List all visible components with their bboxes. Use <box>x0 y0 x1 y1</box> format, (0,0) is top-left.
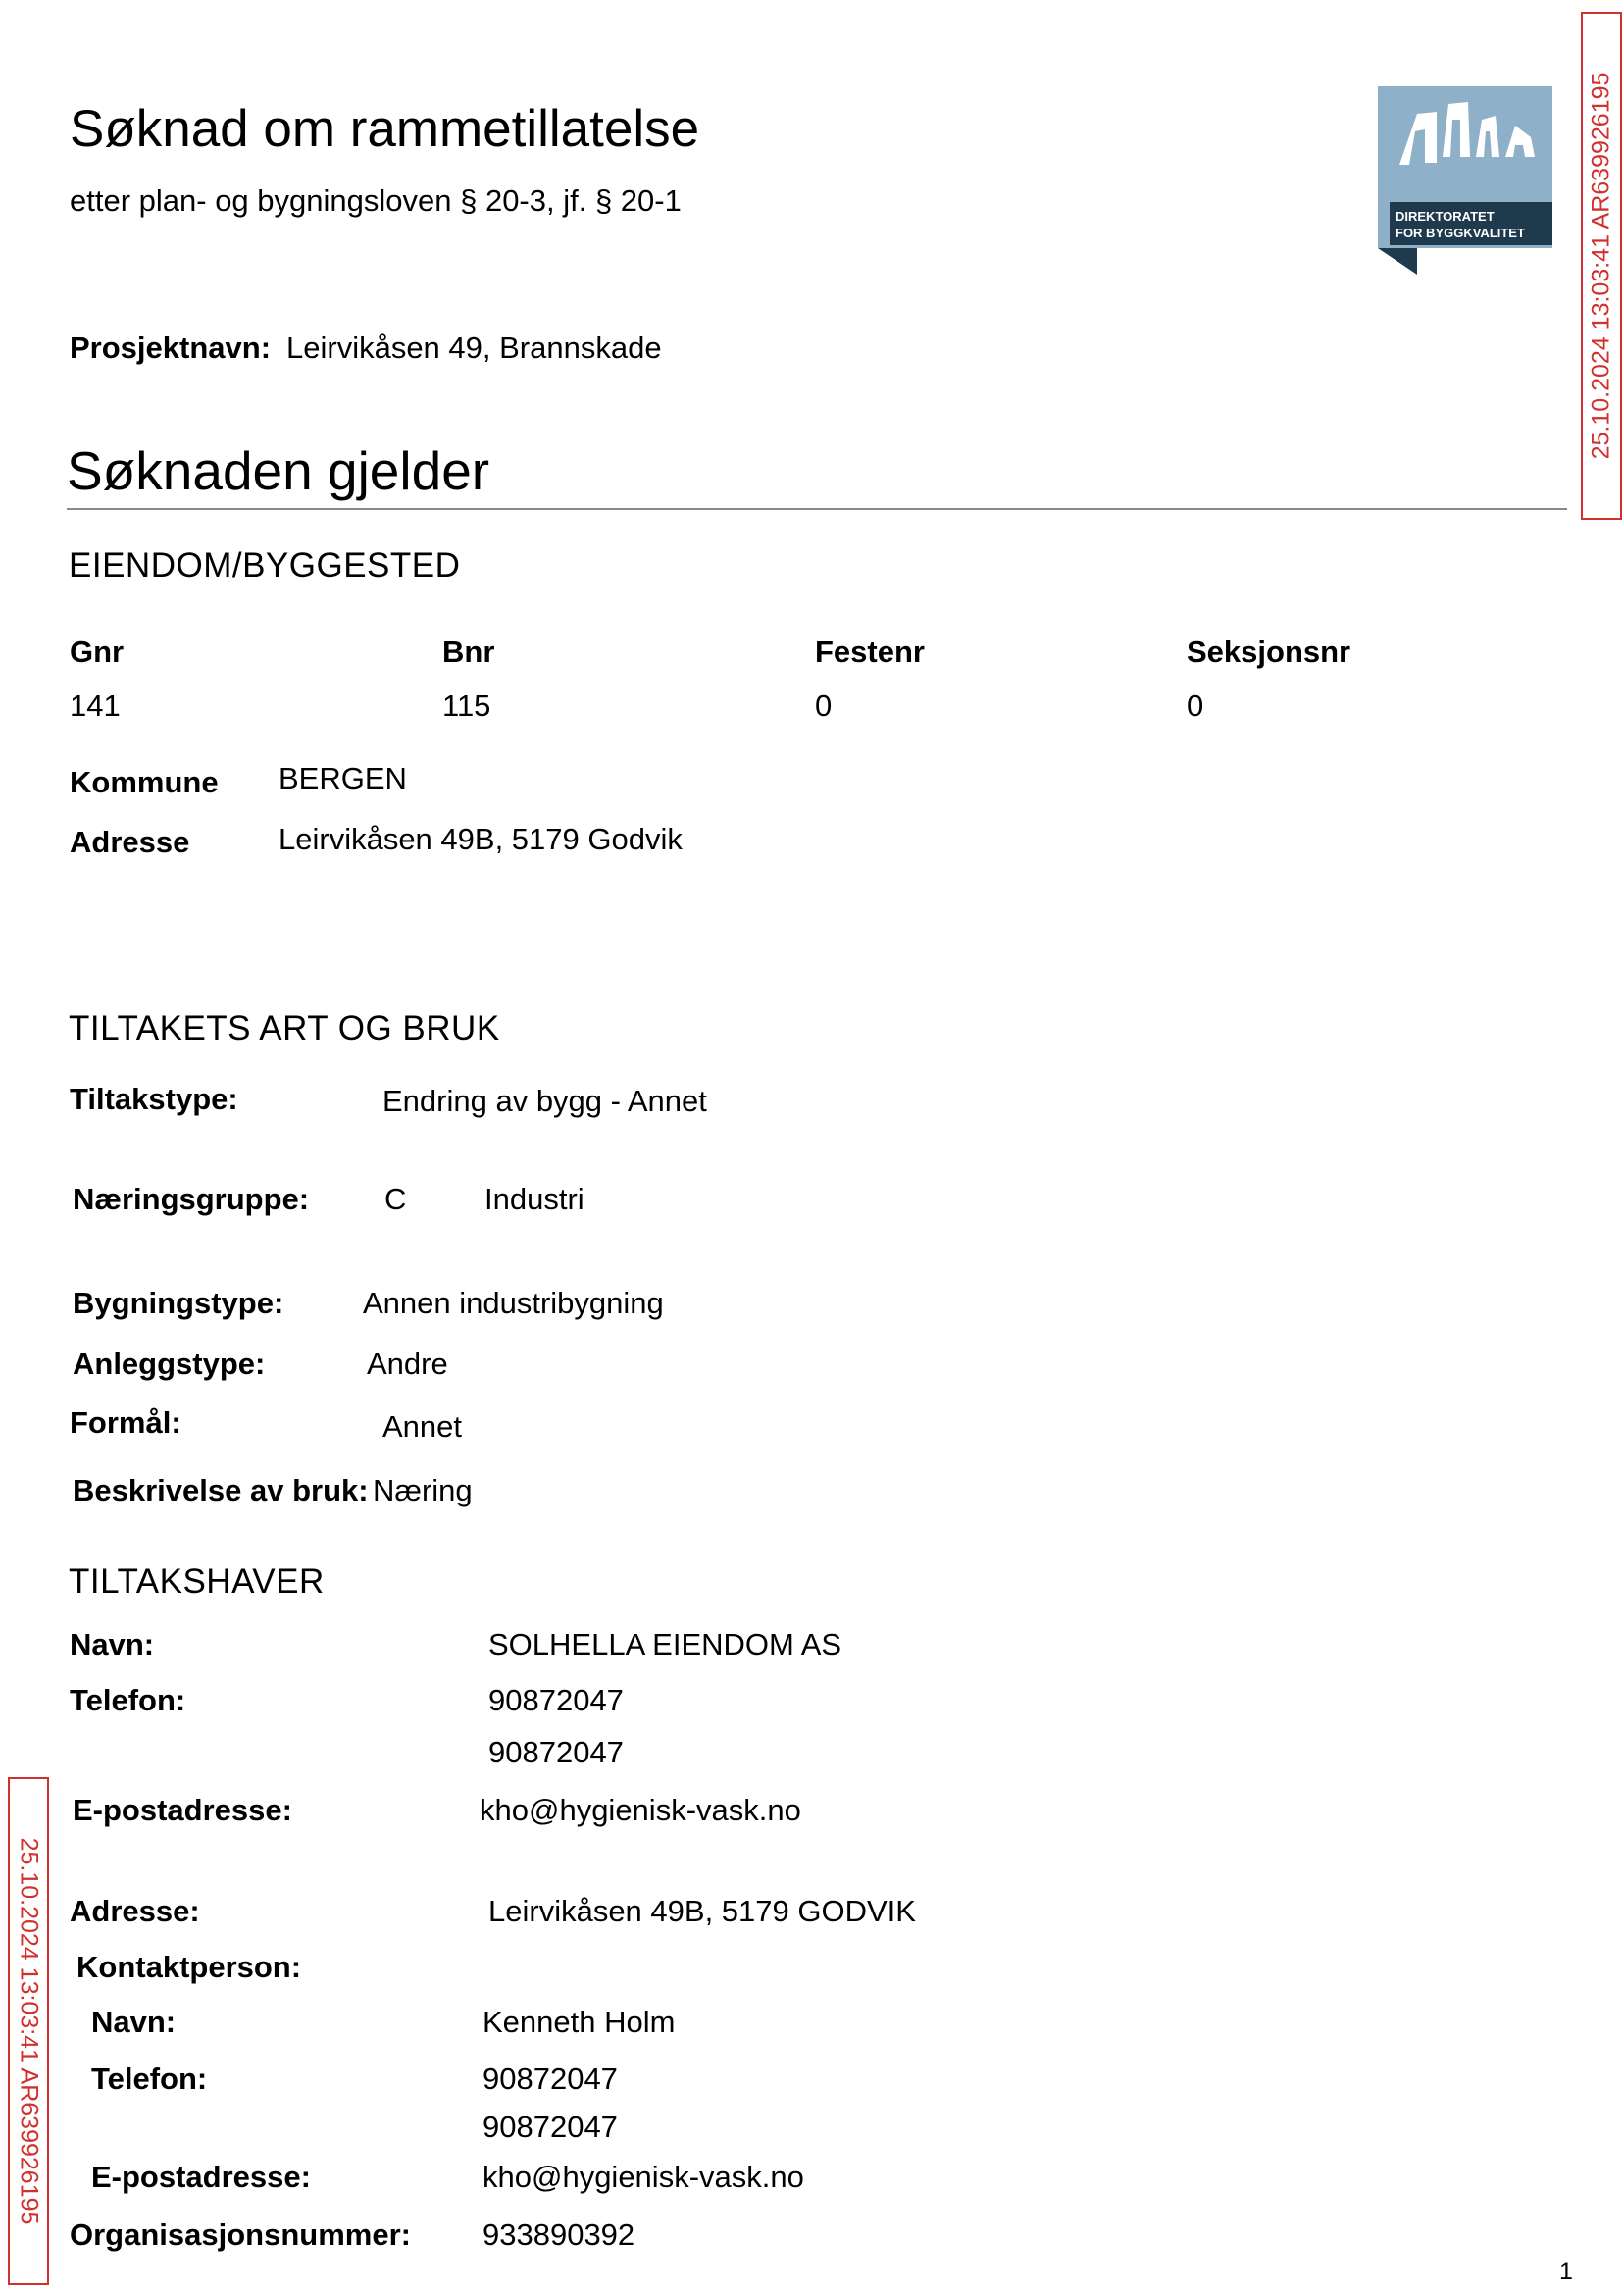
kontaktperson-navn-label: Navn: <box>91 2005 177 2039</box>
kontaktperson-navn-value: Kenneth Holm <box>482 2005 676 2039</box>
naeringsgruppe-value: Industri <box>484 1182 584 1216</box>
kommune-value: BERGEN <box>279 761 407 795</box>
dibk-logo <box>1378 86 1552 275</box>
tiltakshaver-telefon-label: Telefon: <box>70 1683 186 1717</box>
kontaktperson-epost-value: kho@hygienisk-vask.no <box>482 2160 804 2194</box>
tiltakshaver-adresse-value: Leirvikåsen 49B, 5179 GODVIK <box>488 1894 916 1928</box>
project-name-value: Leirvikåsen 49, Brannskade <box>286 331 662 365</box>
kontaktperson-telefon-value-2: 90872047 <box>482 2110 618 2144</box>
tiltakshaver-navn-value: SOLHELLA EIENDOM AS <box>488 1627 842 1661</box>
kontaktperson-telefon-value-1: 90872047 <box>482 2062 618 2096</box>
anleggstype-value: Andre <box>367 1347 448 1381</box>
tiltakstype-value: Endring av bygg - Annet <box>382 1084 707 1118</box>
gnr-header: Gnr <box>70 635 125 669</box>
timestamp-stamp-bottom-text: 25.10.2024 13:03:41 AR639926195 <box>15 1837 43 2225</box>
document-title: Søknad om rammetillatelse <box>70 100 700 158</box>
formal-label: Formål: <box>70 1405 181 1440</box>
kontaktperson-label: Kontaktperson: <box>76 1950 302 1984</box>
seksjonsnr-header: Seksjonsnr <box>1187 635 1351 669</box>
page-number: 1 <box>1559 2258 1573 2285</box>
tiltakshaver-adresse-label: Adresse: <box>70 1894 200 1928</box>
orgnr-label: Organisasjonsnummer: <box>70 2218 411 2252</box>
logo-text-line1: DIREKTORATET <box>1396 209 1495 224</box>
tiltakshaver-heading: TILTAKSHAVER <box>69 1562 325 1601</box>
festenr-header: Festenr <box>815 635 925 669</box>
document-subtitle: etter plan- og bygningsloven § 20-3, jf. § 20-1 <box>70 183 682 218</box>
tiltakshaver-telefon-value-2: 90872047 <box>488 1735 624 1769</box>
seksjonsnr-value: 0 <box>1187 688 1204 723</box>
formal-value: Annet <box>382 1409 463 1444</box>
tiltakshaver-epost-label: E-postadresse: <box>73 1793 292 1827</box>
project-name-label: Prosjektnavn: <box>70 331 272 365</box>
section-divider <box>67 508 1567 510</box>
festenr-value: 0 <box>815 688 833 723</box>
kontaktperson-epost-label: E-postadresse: <box>91 2160 311 2194</box>
beskrivelse-label: Beskrivelse av bruk: <box>73 1473 369 1507</box>
kommune-label: Kommune <box>70 765 219 799</box>
bnr-header: Bnr <box>442 635 495 669</box>
adresse-value: Leirvikåsen 49B, 5179 Godvik <box>279 822 683 856</box>
section-title: Søknaden gjelder <box>67 440 490 501</box>
bygningstype-label: Bygningstype: <box>73 1286 284 1320</box>
naeringsgruppe-code: C <box>384 1182 407 1216</box>
tiltakshaver-navn-label: Navn: <box>70 1627 155 1661</box>
adresse-label: Adresse <box>70 825 190 859</box>
anleggstype-label: Anleggstype: <box>73 1347 266 1381</box>
logo-text-line2: FOR BYGGKVALITET <box>1396 226 1525 240</box>
tiltakshaver-epost-value: kho@hygienisk-vask.no <box>480 1793 801 1827</box>
beskrivelse-value: Næring <box>373 1473 473 1507</box>
property-heading: EIENDOM/BYGGESTED <box>69 546 461 585</box>
tiltak-heading: TILTAKETS ART OG BRUK <box>69 1009 500 1047</box>
bygningstype-value: Annen industribygning <box>363 1286 664 1320</box>
orgnr-value: 933890392 <box>482 2218 635 2252</box>
timestamp-stamp-top-text: 25.10.2024 13:03:41 AR639926195 <box>1587 72 1615 460</box>
kontaktperson-telefon-label: Telefon: <box>91 2062 208 2096</box>
naeringsgruppe-label: Næringsgruppe: <box>73 1182 310 1216</box>
tiltakstype-label: Tiltakstype: <box>70 1082 238 1116</box>
tiltakshaver-telefon-value-1: 90872047 <box>488 1683 624 1717</box>
bnr-value: 115 <box>442 688 491 723</box>
gnr-value: 141 <box>70 688 121 723</box>
